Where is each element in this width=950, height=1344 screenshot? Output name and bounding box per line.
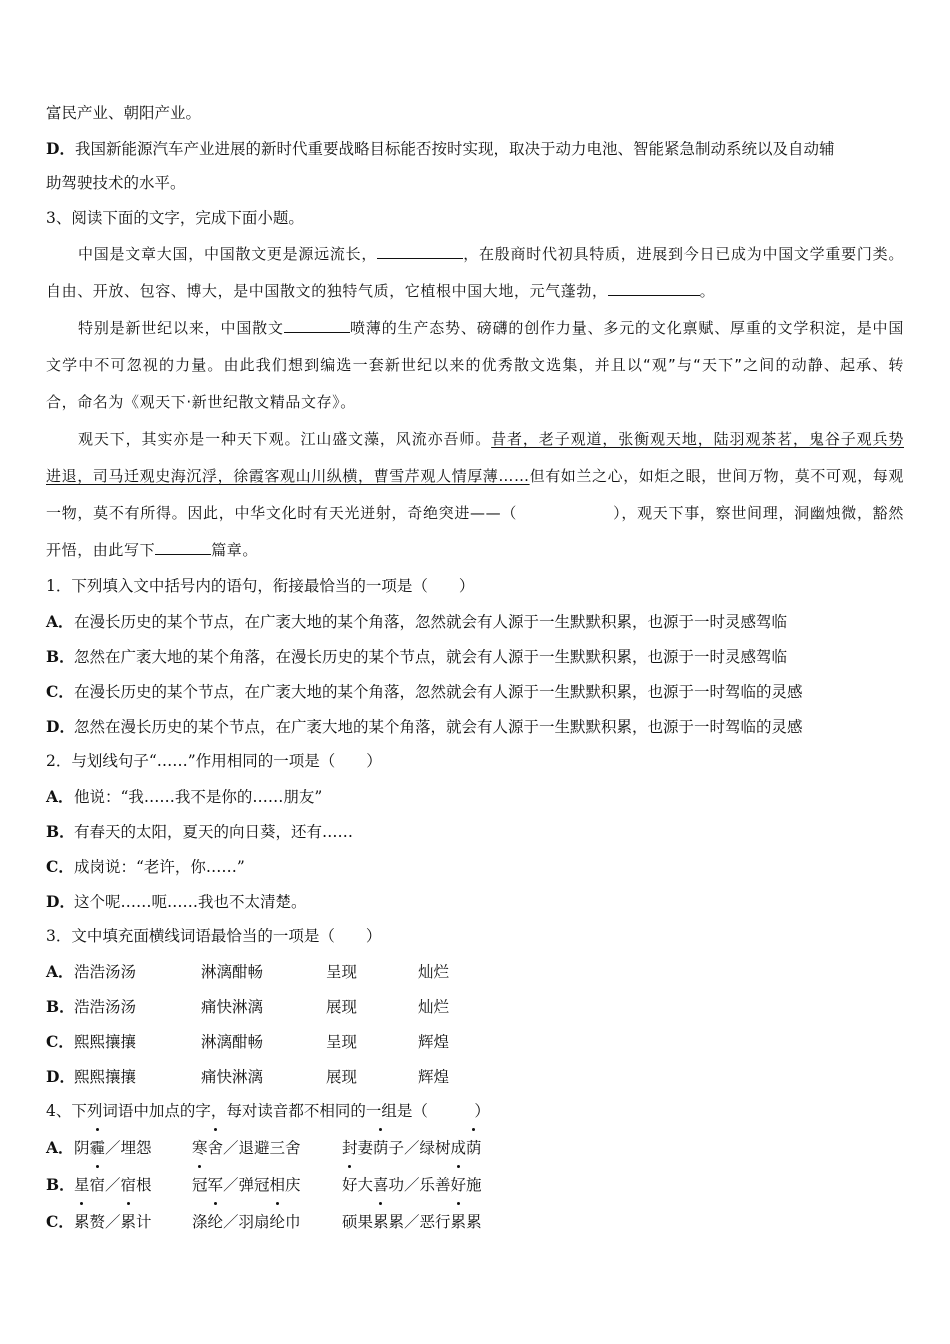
dotted-char: 累 xyxy=(74,1204,90,1241)
word-pair-2: 寒舍／退避三舍 xyxy=(192,1130,342,1167)
question-3-option-a[interactable] xyxy=(46,954,904,989)
option-text: 我国新能源汽车产业进展的新时代重要战略目标能否按时实现，取决于动力电池、智能紧急制动系统以及自动辅 xyxy=(74,140,835,158)
word-3: 展现 xyxy=(326,1068,358,1086)
dotted-char: 纶 xyxy=(270,1204,286,1241)
question-1-stem: 1．下列填入文中括号内的语句，衔接最恰当的一项是（ ） xyxy=(46,577,475,595)
question-1-option-a[interactable] xyxy=(46,604,904,639)
option-label: C． xyxy=(46,682,74,701)
word-pair-3: 好大喜功／乐善好施 xyxy=(342,1167,482,1204)
passage-text: 观天下，其实亦是一种天下观。江山盛文藻，风流亦吾师。 xyxy=(78,430,492,448)
dotted-char: 荫 xyxy=(466,1130,482,1167)
word-3: 展现 xyxy=(326,998,358,1016)
passage-paragraph-3 xyxy=(46,421,904,569)
option-label: C． xyxy=(46,1032,74,1051)
word-pair-3: 封妻荫子／绿树成荫 xyxy=(342,1130,482,1167)
option-d-line xyxy=(46,131,904,166)
question-4-option-b[interactable] xyxy=(46,1166,904,1203)
question-3-stem: 3．文中填充面横线词语最恰当的一项是（ ） xyxy=(46,927,382,945)
option-label: D． xyxy=(46,892,75,911)
option-label: D． xyxy=(46,139,75,158)
word-pair-3: 硕果累累／恶行累累 xyxy=(342,1204,482,1241)
question-3-option-c[interactable] xyxy=(46,1024,904,1059)
dotted-char: 累 xyxy=(121,1204,137,1241)
passage-text: 中国是文章大国，中国散文更是源远流长， xyxy=(78,245,378,263)
option-text: 他说：“我……我不是你的……朋友” xyxy=(74,788,323,806)
question-1-option-d[interactable] xyxy=(46,709,904,744)
word-2: 淋漓酣畅 xyxy=(201,1033,264,1051)
intro-line: 富民产业、朝阳产业。 xyxy=(46,104,202,122)
word-pair-2: 涤纶／羽扇纶巾 xyxy=(192,1204,342,1241)
question-2-option-b[interactable] xyxy=(46,814,904,849)
word-1: 熙熙攘攘 xyxy=(74,1033,137,1051)
passage-text: 。 xyxy=(699,282,716,300)
dotted-char: 荫 xyxy=(373,1130,389,1167)
question-3-heading: 3、阅读下面的文字，完成下面小题。 xyxy=(46,209,304,227)
option-label: B． xyxy=(46,997,75,1016)
word-4: 辉煌 xyxy=(418,1068,450,1086)
dotted-char: 纶 xyxy=(208,1204,224,1241)
word-3: 呈现 xyxy=(326,1033,358,1051)
word-3: 呈现 xyxy=(326,963,358,981)
passage-paragraph-2 xyxy=(46,310,904,421)
option-d-continuation: 助驾驶技术的水平。 xyxy=(46,174,186,192)
option-label: B． xyxy=(46,822,75,841)
option-text: 在漫长历史的某个节点，在广袤大地的某个角落，忽然就会有人源于一生默默积累，也源于一时灵感驾临 xyxy=(74,613,788,631)
passage-text: 特别是新世纪以来，中国散文 xyxy=(78,319,284,337)
passage-paragraph-1 xyxy=(46,236,904,310)
question-3-option-d[interactable] xyxy=(46,1059,904,1094)
option-text: 忽然在漫长历史的某个节点，在广袤大地的某个角落，就会有人源于一生默默积累，也源于一时驾临的灵感 xyxy=(74,718,803,736)
option-label: C． xyxy=(46,857,74,876)
dotted-char: 冠 xyxy=(192,1167,208,1204)
option-label: B． xyxy=(46,647,75,666)
word-pair-1: 累赘／累计 xyxy=(74,1204,192,1241)
dotted-char: 好 xyxy=(451,1167,467,1204)
option-text: 有春天的太阳，夏天的向日葵，还有…… xyxy=(74,823,354,841)
reading-passage xyxy=(46,236,904,569)
option-label: A． xyxy=(46,962,74,981)
word-1: 浩浩汤汤 xyxy=(74,998,137,1016)
word-2: 痛快淋漓 xyxy=(201,998,264,1016)
question-1-option-b[interactable] xyxy=(46,639,904,674)
word-2: 淋漓酣畅 xyxy=(201,963,264,981)
question-2-stem: 2．与划线句子“……”作用相同的一项是（ ） xyxy=(46,752,382,770)
question-2-option-d[interactable] xyxy=(46,884,904,919)
word-2: 痛快淋漓 xyxy=(201,1068,264,1086)
document-page xyxy=(46,96,904,1240)
question-4-stem: 4、下列词语中加点的字，每对读音都不相同的一组是（ ） xyxy=(46,1102,490,1120)
question-2-option-a[interactable] xyxy=(46,779,904,814)
dotted-char: 宿 xyxy=(90,1167,106,1204)
option-label: D． xyxy=(46,717,75,736)
passage-text: ，在殷商时代初具特质，进展到今日已成为中国文学重要门类。自由、开放、包容、博大，是中国散文的独特气质，它植根中国大地，元气蓬勃， xyxy=(46,245,904,300)
word-4: 辉煌 xyxy=(418,1033,450,1051)
dotted-char: 好 xyxy=(342,1167,358,1204)
fill-blank xyxy=(608,277,700,296)
underlined-sentence: 昔者，老子观道，张衡观天地，陆羽观茶茗，鬼谷子观兵势进退，司马迁观史海沉浮，徐霞客观山川纵横，曹雪芹观人情厚薄…… xyxy=(46,430,904,485)
word-4: 灿烂 xyxy=(418,998,450,1016)
option-label: C． xyxy=(46,1212,74,1231)
question-2-option-c[interactable] xyxy=(46,849,904,884)
dotted-char: 累 xyxy=(451,1204,467,1241)
word-pair-1: 阴霾／埋怨 xyxy=(74,1130,192,1167)
option-text: 成岗说：“老许，你……” xyxy=(74,858,245,876)
fill-blank xyxy=(377,240,463,259)
word-pair-1: 星宿／宿根 xyxy=(74,1167,192,1204)
option-label: A． xyxy=(46,612,74,631)
dotted-char: 累 xyxy=(373,1204,389,1241)
option-label: A． xyxy=(46,1138,74,1157)
option-text: 在漫长历史的某个节点，在广袤大地的某个角落，忽然就会有人源于一生默默积累，也源于一时驾临的灵感 xyxy=(74,683,803,701)
question-3-option-b[interactable] xyxy=(46,989,904,1024)
option-label: A． xyxy=(46,787,74,806)
passage-text: 喷薄的生产态势、磅礴的创作力量、多元的文化禀赋、厚重的文学积淀，是中国文学中不可忽视的力量。由此我们想到编选一套新世纪以来的优秀散文选集，并且以“观”与“天下”之间的动静、起承、转合，命名为《观天下·新世纪散文精品文存》。 xyxy=(46,319,904,411)
question-1-option-c[interactable] xyxy=(46,674,904,709)
word-1: 熙熙攘攘 xyxy=(74,1068,137,1086)
dotted-char: 舍 xyxy=(208,1130,224,1167)
option-text: 忽然在广袤大地的某个角落，在漫长历史的某个节点，就会有人源于一生默默积累，也源于一时灵感驾临 xyxy=(74,648,788,666)
word-1: 浩浩汤汤 xyxy=(74,963,137,981)
dotted-char: 霾 xyxy=(90,1130,106,1167)
fill-blank xyxy=(284,314,350,333)
question-4-option-c[interactable] xyxy=(46,1203,904,1240)
fill-blank xyxy=(155,536,211,555)
passage-text: 篇章。 xyxy=(211,541,259,559)
option-text: 这个呢……呃……我也不太清楚。 xyxy=(74,893,307,911)
option-label: B． xyxy=(46,1175,75,1194)
word-pair-2: 冠军／弹冠相庆 xyxy=(192,1167,342,1204)
option-label: D． xyxy=(46,1067,75,1086)
question-4-option-a[interactable] xyxy=(46,1129,904,1166)
passage-text: ），观天下事，察世间理，洞幽烛微，豁然开悟，由此写下 xyxy=(46,504,904,559)
passage-text: 但有如兰之心，如炬之眼，世间万物，莫不可观，每观一物，莫不有所得。因此，中华文化时有天光迸射，奇绝突进——（ xyxy=(46,467,905,522)
word-4: 灿烂 xyxy=(418,963,450,981)
